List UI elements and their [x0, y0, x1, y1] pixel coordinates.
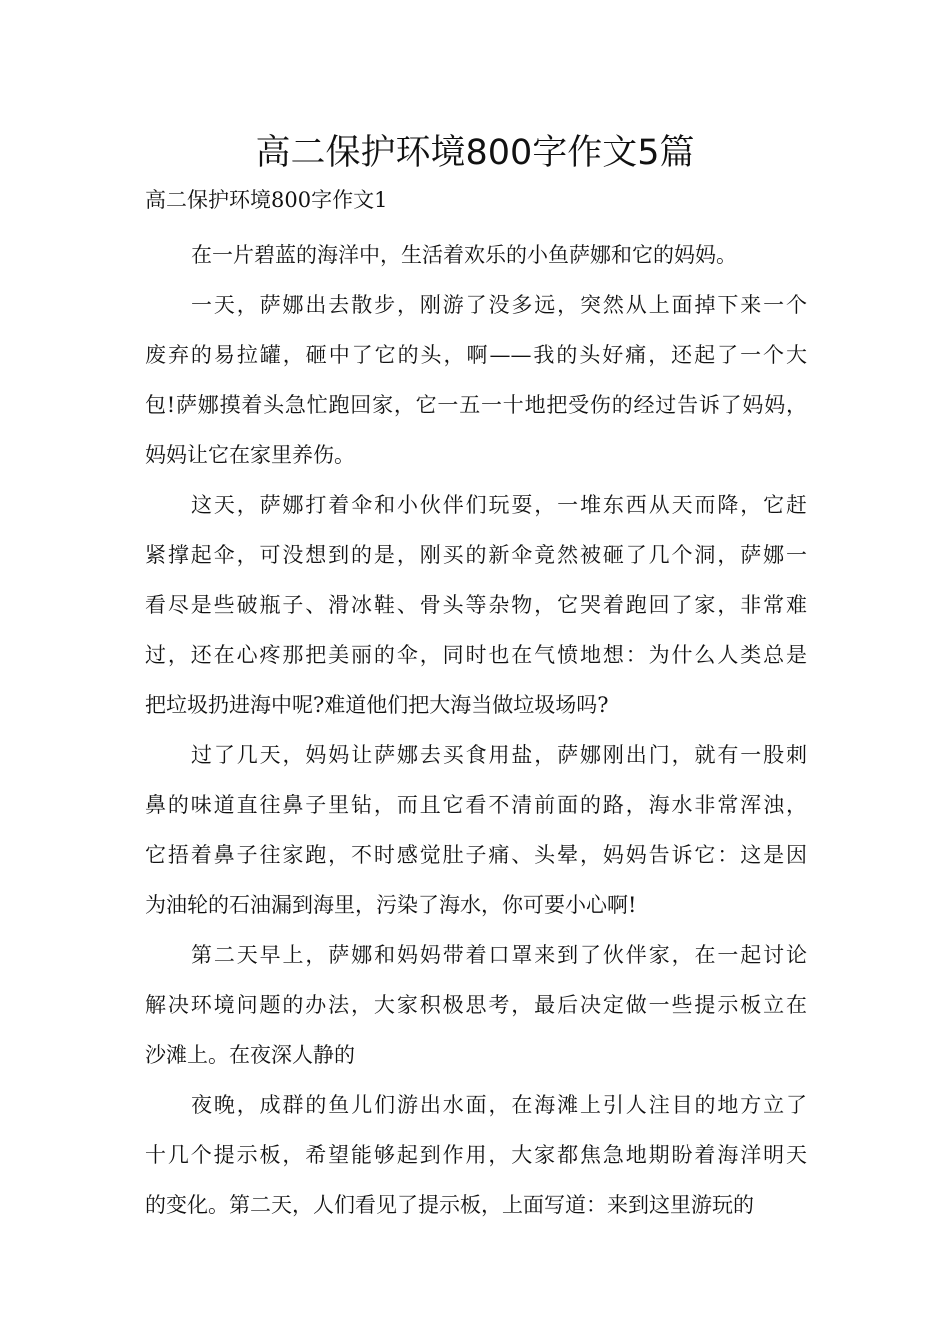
paragraph-line: 第二天早上，萨娜和妈妈带着口罩来到了伙伴家，在一起讨论 [191, 943, 807, 967]
paragraph-line: 解决环境问题的办法，大家积极思考，最后决定做一些提示板立在 [145, 993, 807, 1017]
paragraph-line: 过了几天，妈妈让萨娜去买食用盐，萨娜刚出门，就有一股刺 [191, 743, 807, 767]
paragraph-line: 十几个提示板，希望能够起到作用，大家都焦急地期盼着海洋明天 [145, 1143, 807, 1167]
paragraph-line: 的变化。第二天，人们看见了提示板，上面写道：来到这里游玩的 [145, 1193, 754, 1217]
paragraph [145, 1080, 807, 1230]
paragraph-line: 看尽是些破瓶子、滑冰鞋、骨头等杂物，它哭着跑回了家，非常难 [145, 593, 807, 617]
paragraph-line: 鼻的味道直往鼻子里钻，而且它看不清前面的路，海水非常浑浊， [145, 793, 807, 817]
document-subtitle: 高二保护环境800字作文1 [145, 188, 388, 212]
paragraph-line: 在一片碧蓝的海洋中，生活着欢乐的小鱼萨娜和它的妈妈。 [191, 243, 737, 267]
document-title: 高二保护环境800字作文5篇 [255, 133, 695, 173]
paragraph [145, 230, 807, 280]
paragraph-line: 过，还在心疼那把美丽的伞，同时也在气愤地想：为什么人类总是 [145, 643, 807, 667]
paragraph-line: 这天，萨娜打着伞和小伙伴们玩耍，一堆东西从天而降，它赶 [191, 493, 807, 517]
paragraph-line: 夜晚，成群的鱼儿们游出水面，在海滩上引人注目的地方立了 [191, 1093, 807, 1117]
paragraph [145, 730, 807, 930]
paragraph [145, 480, 807, 730]
paragraph-line: 它捂着鼻子往家跑，不时感觉肚子痛、头晕，妈妈告诉它：这是因 [145, 843, 807, 867]
paragraph-line: 沙滩上。在夜深人静的 [145, 1043, 355, 1067]
paragraph-line: 为油轮的石油漏到海里，污染了海水，你可要小心啊! [145, 893, 637, 917]
paragraph-line: 妈妈让它在家里养伤。 [145, 443, 355, 467]
paragraph-line: 一天，萨娜出去散步，刚游了没多远，突然从上面掉下来一个 [191, 293, 807, 317]
paragraph-line: 包!萨娜摸着头急忙跑回家，它一五一十地把受伤的经过告诉了妈妈， [145, 393, 807, 417]
paragraph [145, 280, 807, 480]
paragraph-line: 废弃的易拉罐，砸中了它的头，啊——我的头好痛，还起了一个大 [145, 343, 807, 367]
paragraph [145, 930, 807, 1080]
paragraph-line: 把垃圾扔进海中呢?难道他们把大海当做垃圾场吗? [145, 693, 609, 717]
paragraph-line: 紧撑起伞，可没想到的是，刚买的新伞竟然被砸了几个洞，萨娜一 [145, 543, 807, 567]
document-body [145, 230, 807, 1230]
